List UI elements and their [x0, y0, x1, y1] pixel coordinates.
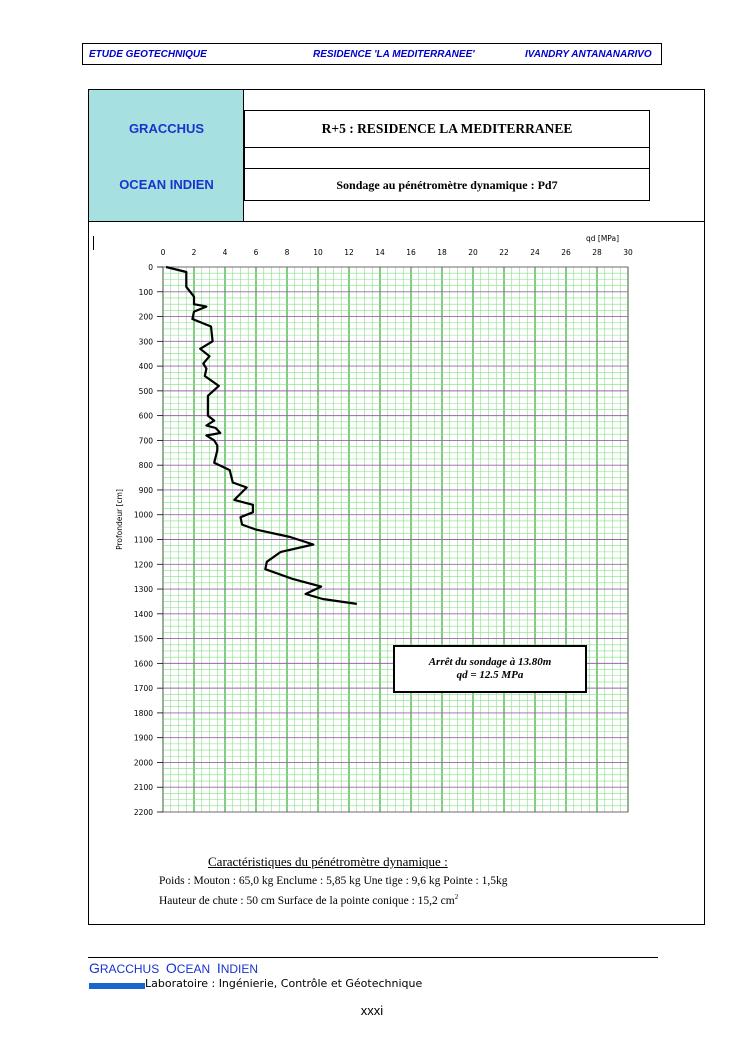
series-line-0	[166, 267, 357, 604]
y-tick-label: 1500	[133, 634, 153, 644]
annotation-line1: Arrêt du sondage à 13.80m	[428, 656, 552, 668]
y-tick-label: 300	[138, 337, 153, 347]
company-panel	[89, 90, 244, 221]
header-left: ETUDE GEOTECHNIQUE	[89, 49, 207, 60]
test-title-text: Sondage au pénétromètre dynamique : Pd7	[336, 178, 558, 192]
y-tick-label: 1800	[133, 708, 153, 718]
y-tick-label: 700	[138, 436, 153, 446]
y-tick-label: 100	[138, 287, 153, 297]
footer-word2: CEAN	[176, 962, 211, 976]
x-tick-label: 10	[313, 248, 323, 257]
y-tick-label: 1900	[133, 733, 153, 743]
characteristics-title: Caractéristiques du pénétromètre dynamique :	[208, 854, 448, 869]
x-tick-label: 22	[499, 248, 509, 257]
footer-initial-i: I	[216, 960, 221, 976]
x-tick-label: 8	[284, 248, 290, 257]
characteristics-line1: Poids : Mouton : 65,0 kg Enclume : 5,85 kg Une tige : 9,6 kg Pointe : 1,5kg	[159, 875, 508, 887]
characteristics-line2-wrap	[159, 893, 458, 907]
x-tick-label: 6	[253, 248, 259, 257]
footer-accent-bar	[89, 983, 145, 989]
footer-rule	[88, 957, 658, 958]
characteristics-sup: 2	[454, 893, 459, 901]
footer-initial-o: O	[165, 960, 177, 976]
y-tick-label: 1000	[133, 510, 153, 520]
y-tick-label: 1100	[133, 535, 153, 545]
y-tick-label: 500	[138, 386, 153, 396]
y-tick-label: 1400	[133, 609, 153, 619]
x-tick-label: 18	[437, 248, 447, 257]
y-tick-label: 2200	[133, 808, 153, 817]
y-tick-label: 800	[138, 461, 153, 471]
penetrometer-chart	[100, 228, 660, 828]
chart-svg	[100, 228, 660, 828]
annotation-line2: qd = 12.5 MPa	[456, 669, 524, 681]
x-tick-label: 24	[530, 248, 540, 257]
x-tick-label: 28	[592, 248, 602, 257]
y-tick-label: 400	[138, 362, 153, 372]
test-title	[244, 168, 650, 201]
x-tick-label: 20	[468, 248, 478, 257]
title-spacer-row	[244, 147, 650, 169]
page-number: xxxi	[360, 1003, 384, 1018]
x-tick-label: 26	[561, 248, 571, 257]
footer-lab: Laboratoire : Ingénierie, Contrôle et Géotechnique	[145, 977, 423, 990]
footer-word1: RACCHUS	[99, 962, 160, 976]
y-tick-label: 2100	[133, 783, 153, 793]
company-name-line1: GRACCHUS	[128, 121, 205, 136]
y-axis-label: Profondeur [cm]	[115, 489, 124, 550]
header-center: RESIDENCE 'LA MEDITERRANEE'	[313, 49, 475, 60]
annotation-box	[393, 645, 587, 693]
characteristics-line2: Hauteur de chute : 50 cm Surface de la pointe conique : 15,2 cm	[159, 894, 455, 907]
y-tick-label: 0	[148, 263, 153, 272]
y-tick-label: 1600	[133, 659, 153, 669]
x-tick-label: 16	[406, 248, 416, 257]
y-tick-label: 1300	[133, 585, 153, 595]
y-tick-label: 1700	[133, 684, 153, 694]
y-tick-label: 200	[138, 312, 153, 322]
x-tick-label: 4	[222, 248, 228, 257]
footer-word3: NDIEN	[220, 962, 259, 976]
footer-initial-g: G	[89, 960, 100, 976]
x-tick-label: 12	[344, 248, 354, 257]
y-tick-label: 2000	[133, 758, 153, 768]
y-tick-label: 900	[138, 485, 153, 495]
x-tick-label: 0	[160, 248, 166, 257]
footer-company	[89, 960, 258, 976]
project-title	[244, 110, 650, 148]
y-tick-label: 600	[138, 411, 153, 421]
running-header	[82, 43, 662, 65]
x-tick-label: 2	[191, 248, 197, 257]
company-name-line2: OCEAN INDIEN	[119, 177, 214, 192]
y-tick-label: 1200	[133, 560, 153, 570]
title-block-divider	[89, 221, 705, 222]
x-tick-label: 30	[623, 248, 633, 257]
project-title-text: R+5 : RESIDENCE LA MEDITERRANEE	[321, 121, 573, 136]
left-tick-mark	[93, 236, 94, 250]
x-axis-label: qd [MPa]	[586, 234, 620, 243]
x-tick-label: 14	[375, 248, 385, 257]
header-right: IVANDRY ANTANANARIVO	[525, 49, 652, 60]
